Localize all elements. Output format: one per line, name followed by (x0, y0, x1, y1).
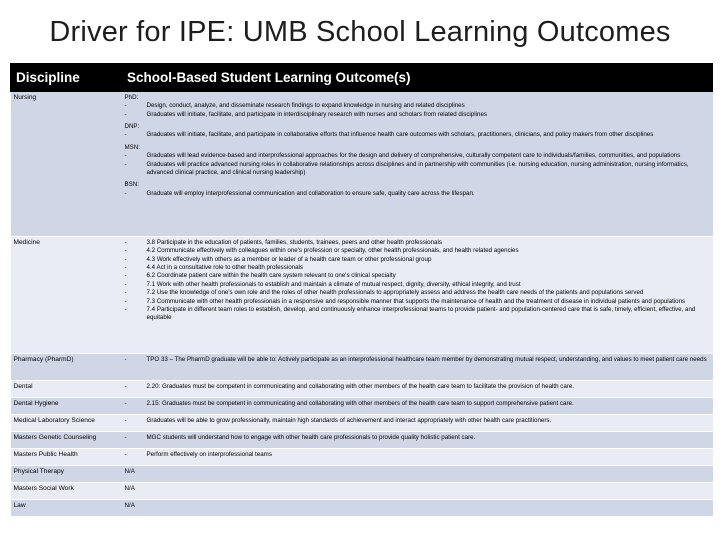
list-item: - 7.4 Participate in different team roles to establish, develop, and continuously enhance interprofessional teams to provide patient- and population-centered care that is safe, timely, efficient, effective, and equitable (125, 306, 710, 323)
outcome-cell (122, 449, 713, 466)
list-item: - 3.8 Participate in the education of patients, families, students, trainees, peers and other health professionals (125, 239, 710, 247)
table-row (11, 398, 713, 415)
table-row (11, 483, 713, 500)
discipline-cell: Pharmacy (PharmD) (11, 354, 122, 381)
table-row (11, 466, 713, 483)
list-item: - 4.2 Communicate effectively with colleagues within one's profession or specialty, other health professionals, and health related agencies (125, 247, 710, 255)
table-row (11, 415, 713, 432)
header-row (11, 64, 713, 92)
outcome-cell (122, 500, 713, 517)
header-discipline: Discipline (11, 64, 122, 92)
table-row (11, 500, 713, 517)
header-outcome: School-Based Student Learning Outcome(s) (122, 64, 713, 92)
nursing-msn-block (125, 144, 710, 177)
outcome-cell (122, 381, 713, 398)
outcome-cell (122, 483, 713, 500)
discipline-cell: Masters Genetic Counseling (11, 432, 122, 449)
outcome-text: N/A (124, 468, 135, 475)
block-title: DNP: (124, 123, 140, 131)
outcome-cell (122, 398, 713, 415)
outcome-cell (122, 354, 713, 381)
list-item: - 7.3 Communicate with other health professionals in a responsive and responsible manner that supports the maintenance of health and the treatment of disease in individual patients and populations (125, 298, 710, 306)
outcomes-table (10, 63, 713, 517)
outcome-cell (122, 432, 713, 449)
outcome-cell (122, 237, 713, 354)
discipline-cell: Dental (11, 381, 122, 398)
discipline-cell: Nursing (11, 92, 122, 237)
discipline-cell: Physical Therapy (11, 466, 122, 483)
nursing-phd-block (125, 94, 710, 119)
slide-title: Driver for IPE: UMB School Learning Outcomes (49, 15, 671, 48)
list-item: - Graduate will employ interprofessional communication and collaboration to ensure safe, quality care across the lifespan. (125, 190, 710, 198)
list-item: - Design, conduct, analyze, and disseminate research findings to expand knowledge in nursing and related disciplines (125, 102, 710, 110)
nursing-dnp-block (125, 123, 710, 140)
outcome-text: - TPO 33 – The PharmD graduate will be able to: Actively participate as an interprofessional healthcare team member by demonstrating mutual respect, understanding, and values to meet patient care needs (125, 356, 710, 364)
list-item: - Graduates will initiate, facilitate, and participate in collaborative efforts that influence health care outcomes with scholars, practitioners, clinicians, and policy makers from other disciplines (125, 131, 710, 139)
outcome-text: - Graduates will be able to grow professionally, maintain high standards of achievement and interact appropriately with other health care practitioners. (125, 417, 710, 425)
outcome-text: N/A (124, 502, 135, 509)
table-row (11, 92, 713, 237)
list-item: - 7.1 Work with other health professionals to establish and maintain a climate of mutual respect, dignity, diversity, ethical integrity, and trust (125, 281, 710, 289)
list-item: - Graduates will practice advanced nursing roles in collaborative relationships across disciplines and in partnership with communities (i.e. nursing education, nursing administration, nursing informatics, advanced clinical practice, and clinical nursing leadership) (125, 161, 710, 178)
outcome-text: - 2.20: Graduates must be competent in communicating and collaborating with other members of the health care team to facilitate the provision of health care. (125, 383, 710, 391)
outcome-text: - MGC students will understand how to engage with other health care professionals to provide quality holistic patient care. (125, 434, 710, 442)
list-item: - 4.4 Act in a consultative role to other health professionals (125, 264, 710, 272)
table-row (11, 449, 713, 466)
list-item: - 7.2 Use the knowledge of one's own role and the roles of other health professionals to appropriately assess and address the health care needs of the patients and populations served (125, 289, 710, 297)
discipline-cell: Masters Social Work (11, 483, 122, 500)
outcome-cell (122, 415, 713, 432)
outcome-text: - 2.15: Graduates must be competent in communicating and collaborating with other members of the health care team to support comprehensive patient care. (125, 400, 710, 408)
table-row (11, 354, 713, 381)
discipline-cell: Medicine (11, 237, 122, 354)
outcome-cell (122, 466, 713, 483)
table-row (11, 237, 713, 354)
block-title: BSN: (124, 181, 139, 189)
outcome-text: - Perform effectively on interprofessional teams (125, 451, 710, 459)
table-row (11, 381, 713, 398)
block-title: MSN: (124, 143, 140, 151)
nursing-bsn-block (125, 181, 710, 198)
discipline-cell: Masters Public Health (11, 449, 122, 466)
block-title: PhD: (124, 94, 139, 101)
discipline-cell: Law (11, 500, 122, 517)
list-item: - 4.3 Work effectively with others as a member or leader of a health care team or other professional group (125, 256, 710, 264)
list-item: - Graduates will lead evidence-based and interprofessional approaches for the design and delivery of comprehensive, culturally competent care to individuals/families, communities, and populations (125, 152, 710, 160)
discipline-cell: Dental Hygiene (11, 398, 122, 415)
list-item: - Graduates will initiate, facilitate, and participate in interdisciplinary research with nurses and scholars from related disciplines (125, 111, 710, 119)
outcome-text: N/A (124, 485, 135, 492)
outcome-cell (122, 92, 713, 237)
list-item: - 6.2 Coordinate patient care within the health care system relevant to one's clinical specialty (125, 272, 710, 280)
discipline-cell: Medical Laboratory Science (11, 415, 122, 432)
table-row (11, 432, 713, 449)
